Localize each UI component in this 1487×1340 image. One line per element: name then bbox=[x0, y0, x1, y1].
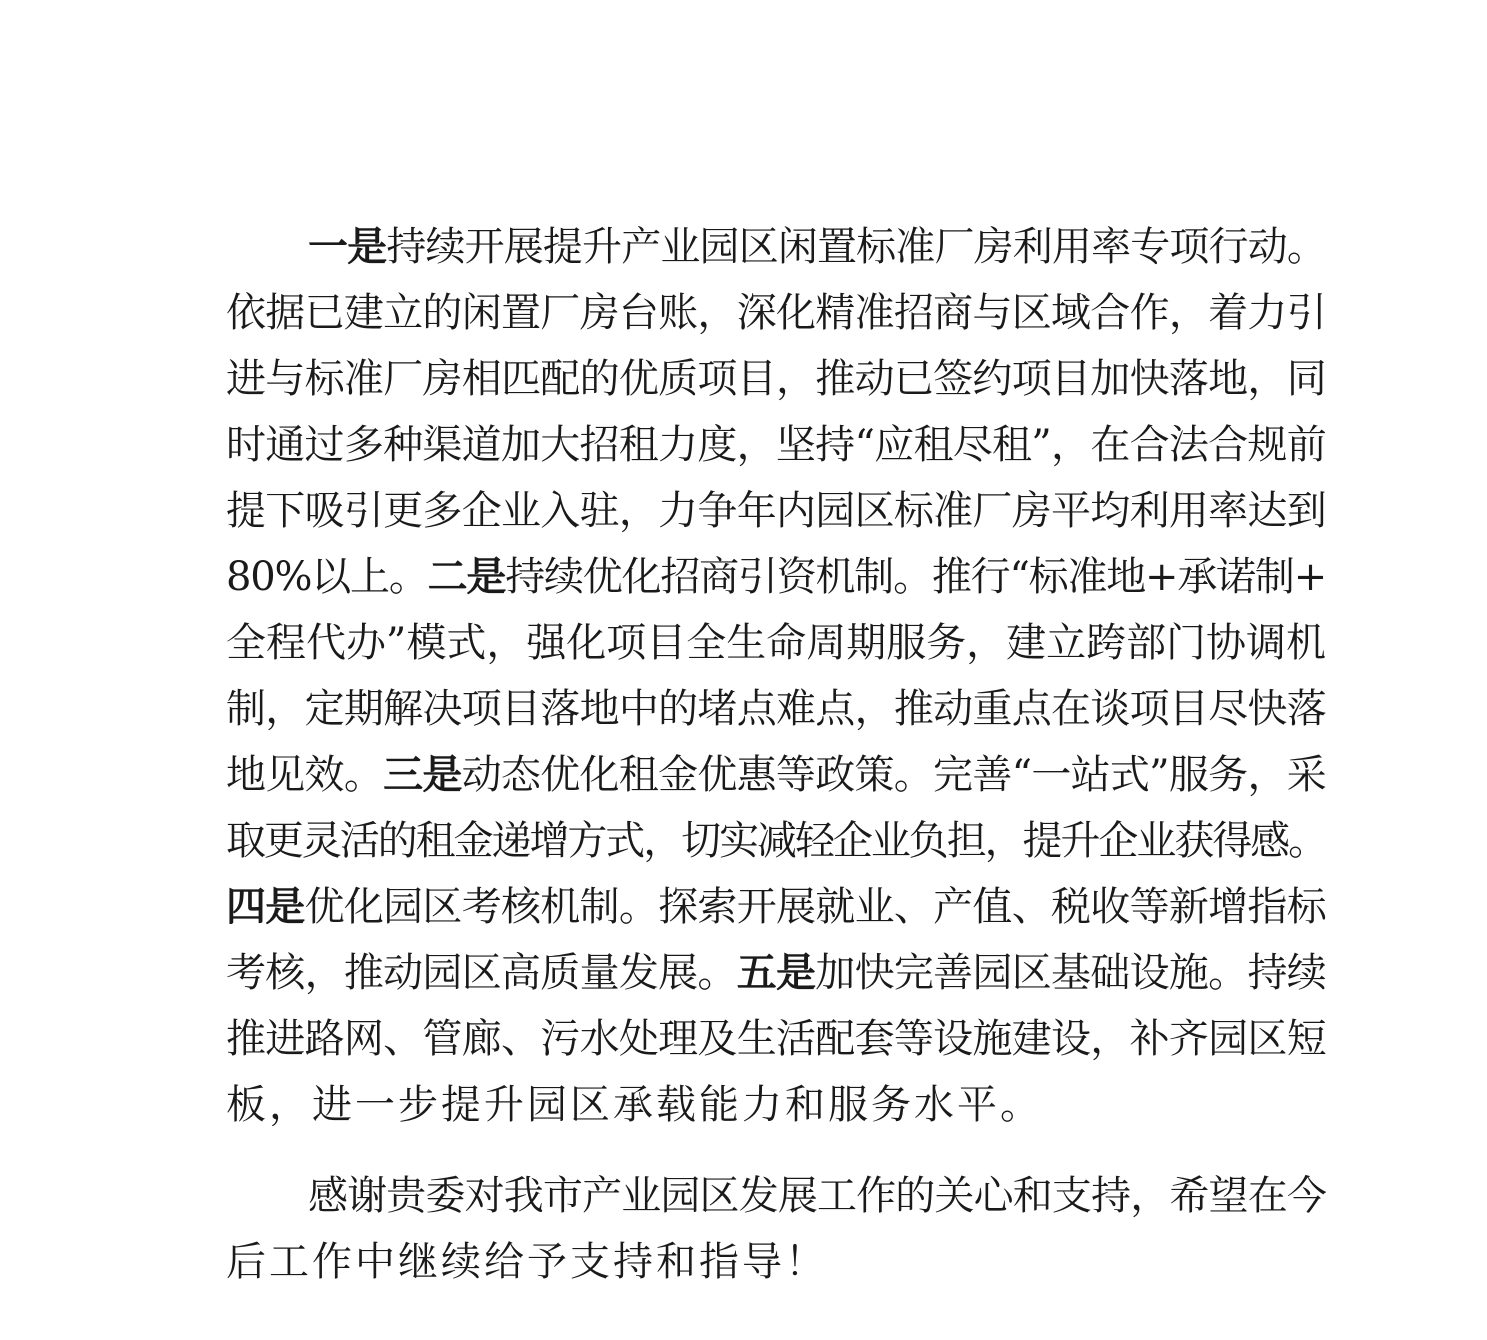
text-line bbox=[226, 412, 1326, 478]
text-line bbox=[226, 808, 1326, 874]
text-run: 依据已建立的闲置厂房台账，深化精准招商与区域合作，着力引 bbox=[226, 290, 1326, 336]
text-run: 地见效。 bbox=[226, 752, 384, 798]
text-line bbox=[226, 214, 1326, 280]
text-line bbox=[226, 280, 1326, 346]
text-run: 后工作中继续给予支持和指导！ bbox=[226, 1239, 828, 1285]
text-line bbox=[226, 1072, 1326, 1138]
bold-lead-phrase: 三是 bbox=[383, 751, 462, 798]
text-run: 板，进一步提升园区承载能力和服务水平。 bbox=[226, 1082, 1043, 1128]
text-run: 持续优化招商引资机制。推行“标准地+承诺制+ bbox=[505, 554, 1326, 600]
text-run: 全程代办”模式，强化项目全生命周期服务，建立跨部门协调机 bbox=[226, 620, 1326, 666]
text-line bbox=[226, 742, 1326, 808]
text-run: 提下吸引更多企业入驻，力争年内园区标准厂房平均利用率达到 bbox=[226, 488, 1326, 534]
text-run: 动态优化租金优惠等政策。完善“一站式”服务，采 bbox=[461, 752, 1326, 798]
text-run: 制，定期解决项目落地中的堵点难点，推动重点在谈项目尽快落 bbox=[226, 686, 1326, 732]
text-run: 时通过多种渠道加大招租力度，坚持“应租尽租”，在合法合规前 bbox=[226, 422, 1326, 468]
text-run: 80%以上。 bbox=[226, 554, 428, 600]
text-line bbox=[226, 346, 1326, 412]
text-run: 考核，推动园区高质量发展。 bbox=[226, 950, 737, 996]
text-run: 取更灵活的租金递增方式，切实减轻企业负担，提升企业获得感。 bbox=[226, 818, 1326, 864]
text-run: 优化园区考核机制。探索开展就业、产值、税收等新增指标 bbox=[304, 884, 1326, 930]
text-line bbox=[226, 874, 1326, 940]
text-run: 持续开展提升产业园区闲置标准厂房利用率专项行动。 bbox=[386, 224, 1326, 270]
text-line bbox=[226, 610, 1326, 676]
text-line bbox=[226, 478, 1326, 544]
text-line bbox=[226, 676, 1326, 742]
body-paragraph-measures bbox=[226, 214, 1326, 1138]
text-line bbox=[226, 544, 1326, 610]
text-line bbox=[226, 1006, 1326, 1072]
text-run: 推进路网、管廊、污水处理及生活配套等设施建设，补齐园区短 bbox=[226, 1016, 1326, 1062]
bold-lead-phrase: 一是 bbox=[308, 223, 387, 270]
text-run: 加快完善园区基础设施。持续 bbox=[815, 950, 1326, 996]
body-paragraph-thanks bbox=[226, 1163, 1326, 1295]
text-line bbox=[226, 1163, 1326, 1229]
text-run: 进与标准厂房相匹配的优质项目，推动已签约项目加快落地，同 bbox=[226, 356, 1326, 402]
text-line bbox=[226, 940, 1326, 1006]
text-run: 感谢贵委对我市产业园区发展工作的关心和支持，希望在今 bbox=[308, 1173, 1326, 1219]
bold-lead-phrase: 五是 bbox=[736, 949, 816, 996]
text-line bbox=[226, 1229, 1326, 1295]
bold-lead-phrase: 四是 bbox=[226, 883, 305, 930]
bold-lead-phrase: 二是 bbox=[427, 553, 506, 600]
